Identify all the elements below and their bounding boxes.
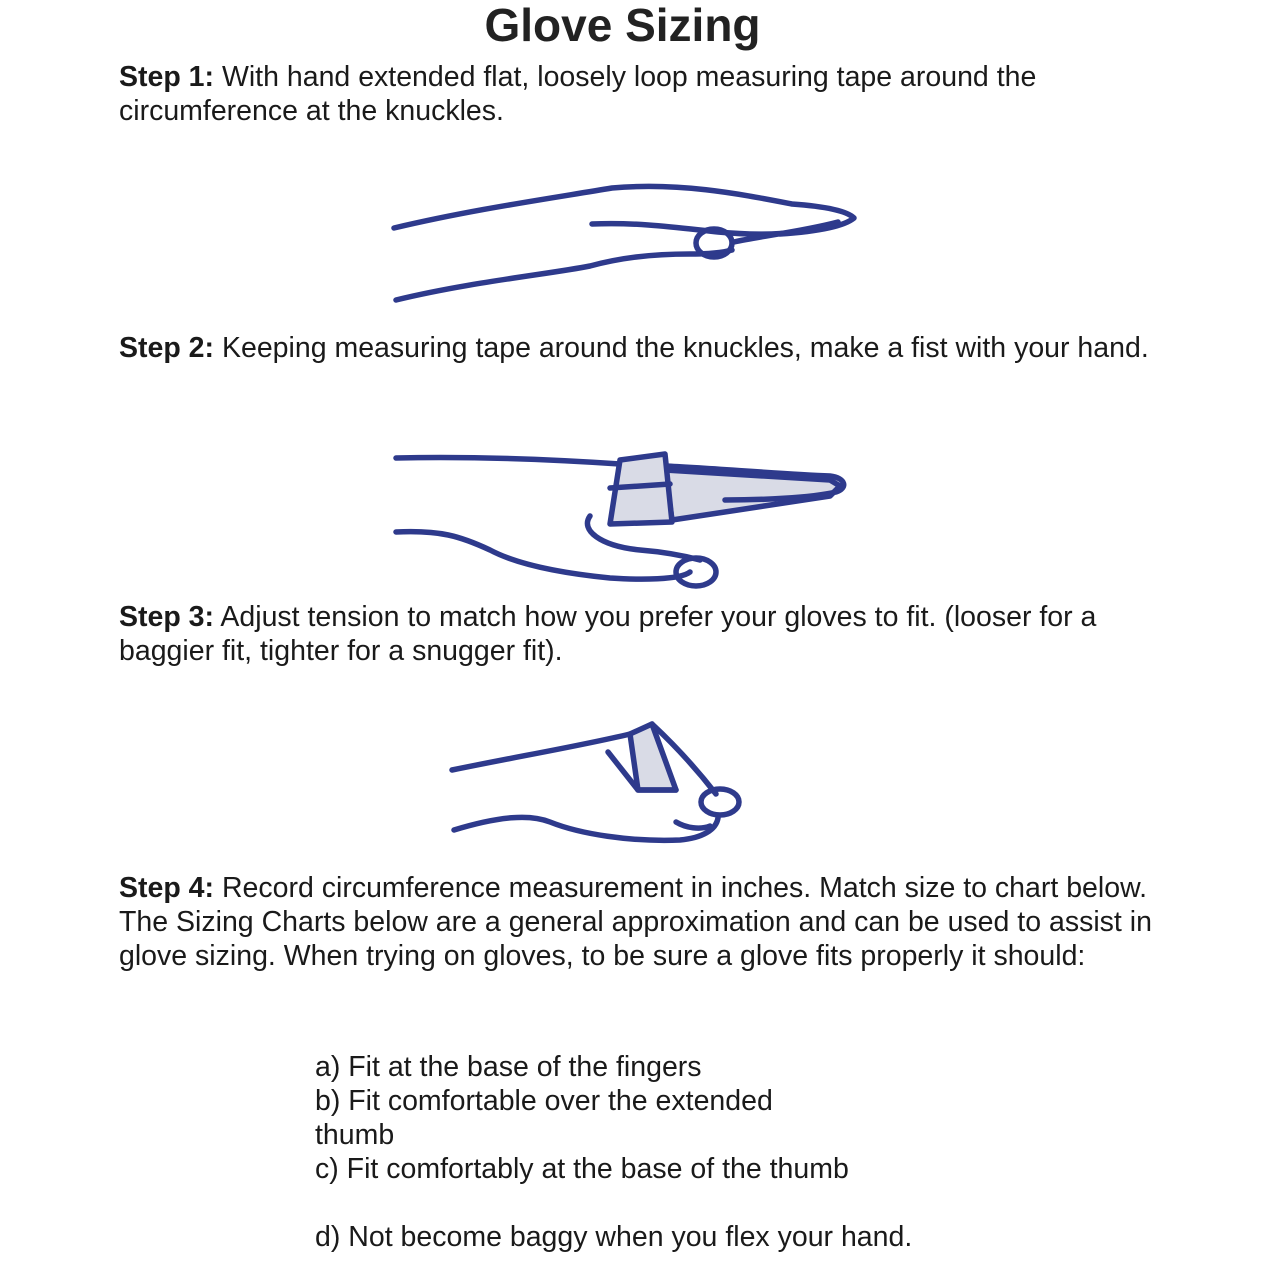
page-title: Glove Sizing bbox=[484, 0, 761, 51]
step-1 bbox=[119, 60, 1159, 128]
step-2-text: Keeping measuring tape around the knuckles, make a fist with your hand. bbox=[221, 332, 1149, 364]
step-4-text: Record circumference measurement in inches. Match size to chart below. The Sizing Charts below are a general approximation and can be used to assist in glove sizing. When trying on gloves, to be sure a glove fits properly it should: bbox=[119, 872, 1152, 972]
step-4 bbox=[119, 871, 1159, 973]
adjust-hand-illustration bbox=[440, 710, 760, 860]
criterion-d: d) Not become baggy when you flex your hand. bbox=[315, 1221, 913, 1253]
step-1-text: With hand extended flat, loosely loop measuring tape around the circumference at the knuckles. bbox=[119, 61, 1037, 127]
step-2-label: Step 2: bbox=[119, 332, 215, 364]
step-3-text: Adjust tension to match how you prefer your gloves to fit. (looser for a baggier fit, tighter for a snugger fit). bbox=[119, 601, 1097, 667]
step-2 bbox=[119, 331, 1159, 365]
fist-hand-illustration bbox=[380, 440, 860, 595]
fit-criteria-list bbox=[315, 1050, 955, 1254]
step-3-label: Step 3: bbox=[119, 601, 215, 633]
step-1-label: Step 1: bbox=[119, 61, 215, 93]
criterion-a: a) Fit at the base of the fingers bbox=[315, 1051, 702, 1083]
criterion-c: c) Fit comfortably at the base of the thumb bbox=[315, 1153, 849, 1185]
step-3 bbox=[119, 600, 1159, 668]
criterion-b: b) Fit comfortable over the extended thumb bbox=[315, 1085, 773, 1151]
flat-hand-illustration bbox=[380, 170, 880, 320]
step-4-label: Step 4: bbox=[119, 872, 215, 904]
